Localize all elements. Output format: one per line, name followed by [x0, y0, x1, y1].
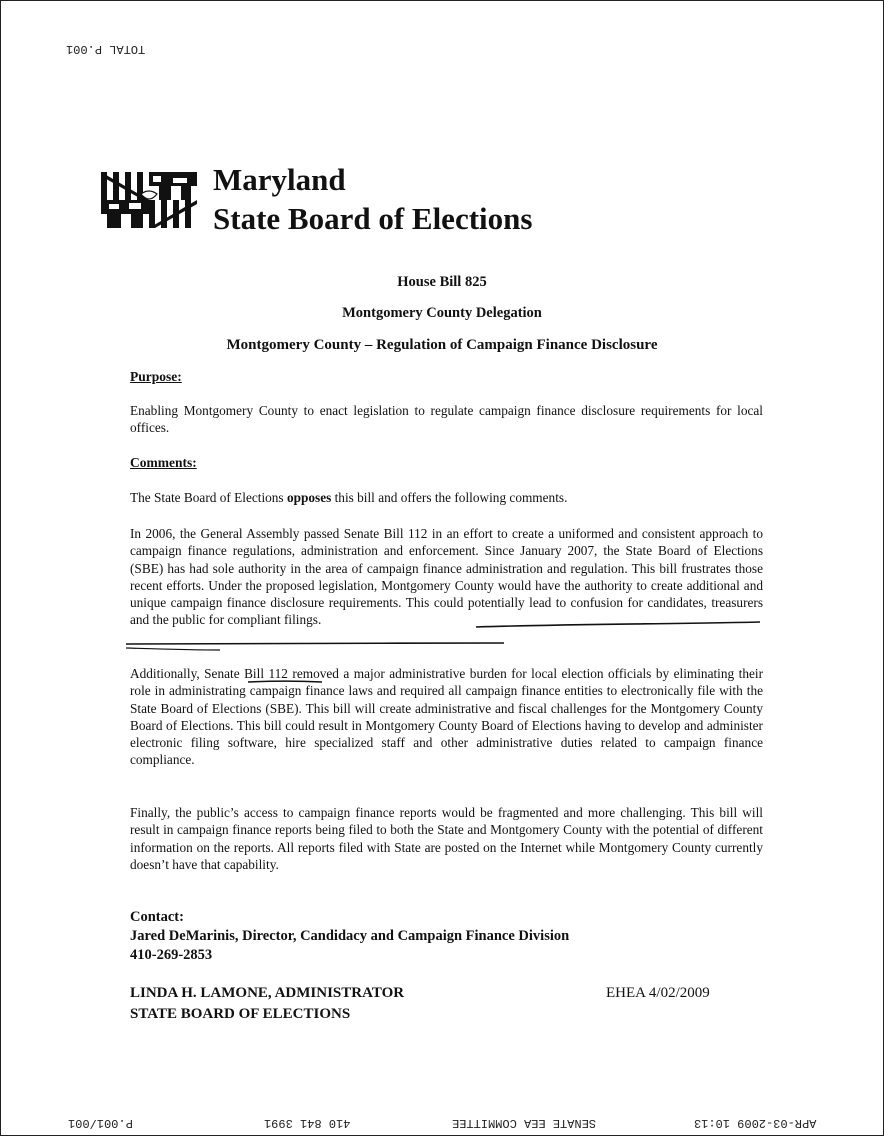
contact-name: Jared DeMarinis, Director, Candidacy and Campaign Finance Division: [130, 928, 570, 944]
purpose-text: Enabling Montgomery County to enact legislation to regulate campaign finance disclosure requirements for local offices.: [130, 403, 763, 436]
signature-line2: STATE BOARD OF ELECTIONS: [130, 1006, 351, 1022]
contact-block: [130, 908, 569, 965]
fax-footer-datetime: APR-03-2009 10:13: [694, 1116, 817, 1130]
lead-before: The State Board of Elections: [130, 490, 287, 505]
p1-text: In 2006, the General Assembly passed Senate Bill 112 in an effort to create a uniformed and consistent approach to campaign finance regulations, administration and enforcement. Since January 2007, the State Board of Elections (SBE) has had sole authority in the area of campaign finance administration and regulation. This bill frustrates those recent efforts. Under the proposed legislation, Montgomery County would have the authority to create additional and unique campaign finance disclosure requirements.: [130, 526, 763, 611]
lead-opposes: opposes: [286, 490, 332, 505]
fax-total-mark: TOTAL P.001: [66, 42, 146, 56]
contact-label: Contact:: [130, 909, 184, 925]
org-name-line2: State Board of Elections: [213, 201, 533, 236]
file-reference: EHEA 4/02/2009: [606, 985, 710, 1001]
comments-paragraph-2: [130, 665, 763, 769]
lead-after: this bill and offers the following comments.: [331, 490, 568, 505]
bill-number: House Bill 825: [397, 274, 487, 290]
comments-label: Comments:: [130, 455, 197, 470]
org-name-line1: Maryland: [213, 162, 346, 197]
comments-paragraph-3: Finally, the public’s access to campaign finance reports would be fragmented and more challenging. This bill will result in campaign finance reports being filed to both the State and Montgomery County with the potential of different information on the reports. All reports filed with State are posted on the Internet while Montgomery County currently doesn’t have that capability.: [130, 805, 763, 872]
p1-underlined-text: This could potentially lead to confusion for candidates, treasurers and the public for compliant filings.: [130, 595, 763, 628]
maryland-flag-icon: [101, 172, 197, 228]
org-name: [213, 160, 532, 238]
comments-lead: [130, 489, 763, 506]
p2-before: Additionally,: [130, 666, 205, 681]
p2-after: removed a major administrative burden for local election officials by eliminating their role in administrating campaign finance laws and required all campaign finance entities to electronically file with the State Board of Elections (SBE). This bill will create administrative and fiscal challenges for the Montgomery County Board of Elections. This bill could result in Montgomery County Board of Elections having to develop and administer electronic filing software, hire specialized staff and other administrative duties related to campaign finance compliance.: [130, 666, 763, 768]
signature-block: [130, 983, 404, 1025]
signature-line1: LINDA H. LAMONE, ADMINISTRATOR: [130, 985, 405, 1001]
bill-subject: Montgomery County – Regulation of Campaign Finance Disclosure: [226, 337, 658, 353]
handwritten-underline: [120, 610, 780, 656]
fax-footer-number: 410 841 3991: [264, 1116, 351, 1130]
contact-phone: 410-269-2853: [130, 947, 213, 963]
fax-footer-pages: P.001/001: [68, 1116, 133, 1130]
purpose-label: Purpose:: [130, 369, 182, 384]
bill-delegation: Montgomery County Delegation: [342, 305, 542, 321]
fax-footer-sender: SENATE EEA COMMITTEE: [452, 1116, 597, 1130]
p2-senate-bill: Senate Bill 112: [204, 666, 288, 681]
